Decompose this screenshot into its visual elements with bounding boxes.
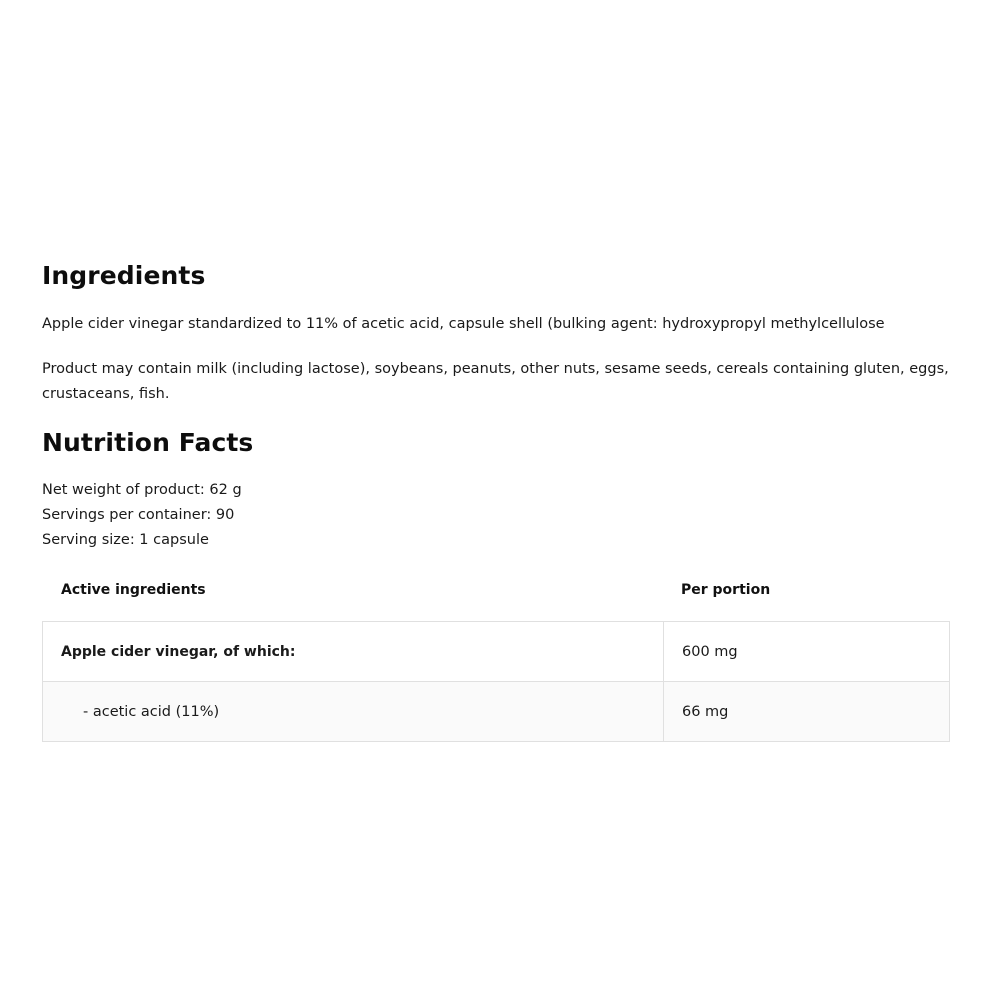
nutrition-table-header <box>42 559 950 621</box>
product-info <box>42 258 950 742</box>
allergen-warning: Product may contain milk (including lactose), soybeans, peanuts, other nuts, sesame seeds, cereals containing gluten, eggs, crustaceans, fish. <box>42 361 949 402</box>
table-row <box>43 682 950 742</box>
nutrition-heading: Nutrition Facts <box>42 428 254 457</box>
column-header-per-portion: Per portion <box>681 582 771 598</box>
table-cell-ingredient: Apple cider vinegar, of which: <box>43 622 664 682</box>
nutrition-table <box>42 621 950 742</box>
table-row <box>43 622 950 682</box>
table-cell-amount: 66 mg <box>664 682 950 742</box>
column-header-active-ingredients: Active ingredients <box>61 582 206 598</box>
serving-size: Serving size: 1 capsule <box>42 532 209 548</box>
table-cell-amount: 600 mg <box>664 622 950 682</box>
table-cell-ingredient: - acetic acid (11%) <box>43 682 664 742</box>
ingredients-text: Apple cider vinegar standardized to 11% of acetic acid, capsule shell (bulking agent: hydroxypropyl methylcellulose <box>42 316 885 332</box>
ingredients-heading: Ingredients <box>42 261 206 290</box>
servings-per-container: Servings per container: 90 <box>42 507 235 523</box>
nutrition-summary <box>42 478 950 553</box>
net-weight: Net weight of product: 62 g <box>42 482 242 498</box>
